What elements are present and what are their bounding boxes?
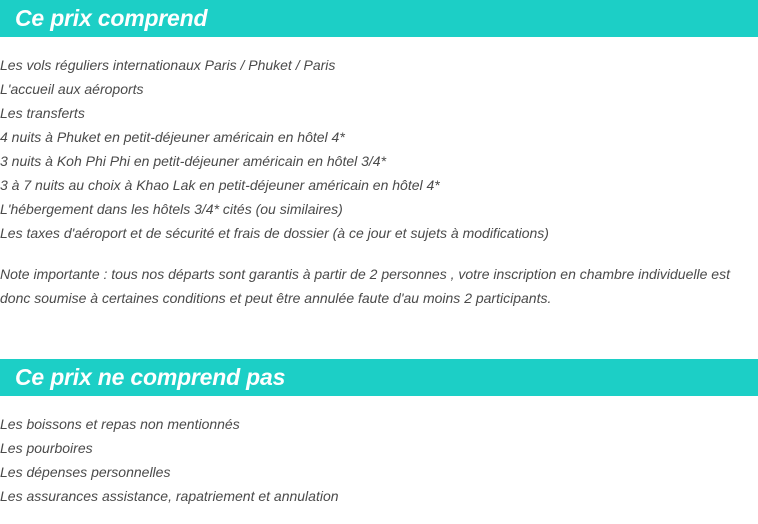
excluded-item: Les assurances assistance, rapatriement et annulation (0, 488, 339, 504)
excluded-section-title: Ce prix ne comprend pas (15, 364, 286, 390)
included-item: Les vols réguliers internationaux Paris / Phuket / Paris (0, 57, 336, 73)
included-item: Les taxes d'aéroport et de sécurité et frais de dossier (à ce jour et sujets à modifications) (0, 225, 549, 241)
included-item: L'hébergement dans les hôtels 3/4* cités (ou similaires) (0, 201, 343, 217)
included-list (0, 53, 758, 245)
included-item: Les transferts (0, 105, 85, 121)
excluded-section-header (0, 359, 758, 396)
included-section-header (0, 0, 758, 37)
included-item: 3 nuits à Koh Phi Phi en petit-déjeuner américain en hôtel 3/4* (0, 153, 387, 169)
excluded-item: Les boissons et repas non mentionnés (0, 416, 240, 432)
excluded-item: Les dépenses personnelles (0, 464, 171, 480)
included-item: 4 nuits à Phuket en petit-déjeuner américain en hôtel 4* (0, 129, 345, 145)
included-item: L'accueil aux aéroports (0, 81, 144, 97)
excluded-list (0, 412, 758, 508)
included-section-title: Ce prix comprend (15, 5, 208, 31)
included-item: 3 à 7 nuits au choix à Khao Lak en petit-déjeuner américain en hôtel 4* (0, 177, 440, 193)
excluded-item: Les pourboires (0, 440, 93, 456)
important-note: Note importante : tous nos départs sont garantis à partir de 2 personnes , votre inscription en chambre individuelle est donc soumise à certaines conditions et peut être annulée faute d'au moins 2 participants. (0, 266, 730, 306)
